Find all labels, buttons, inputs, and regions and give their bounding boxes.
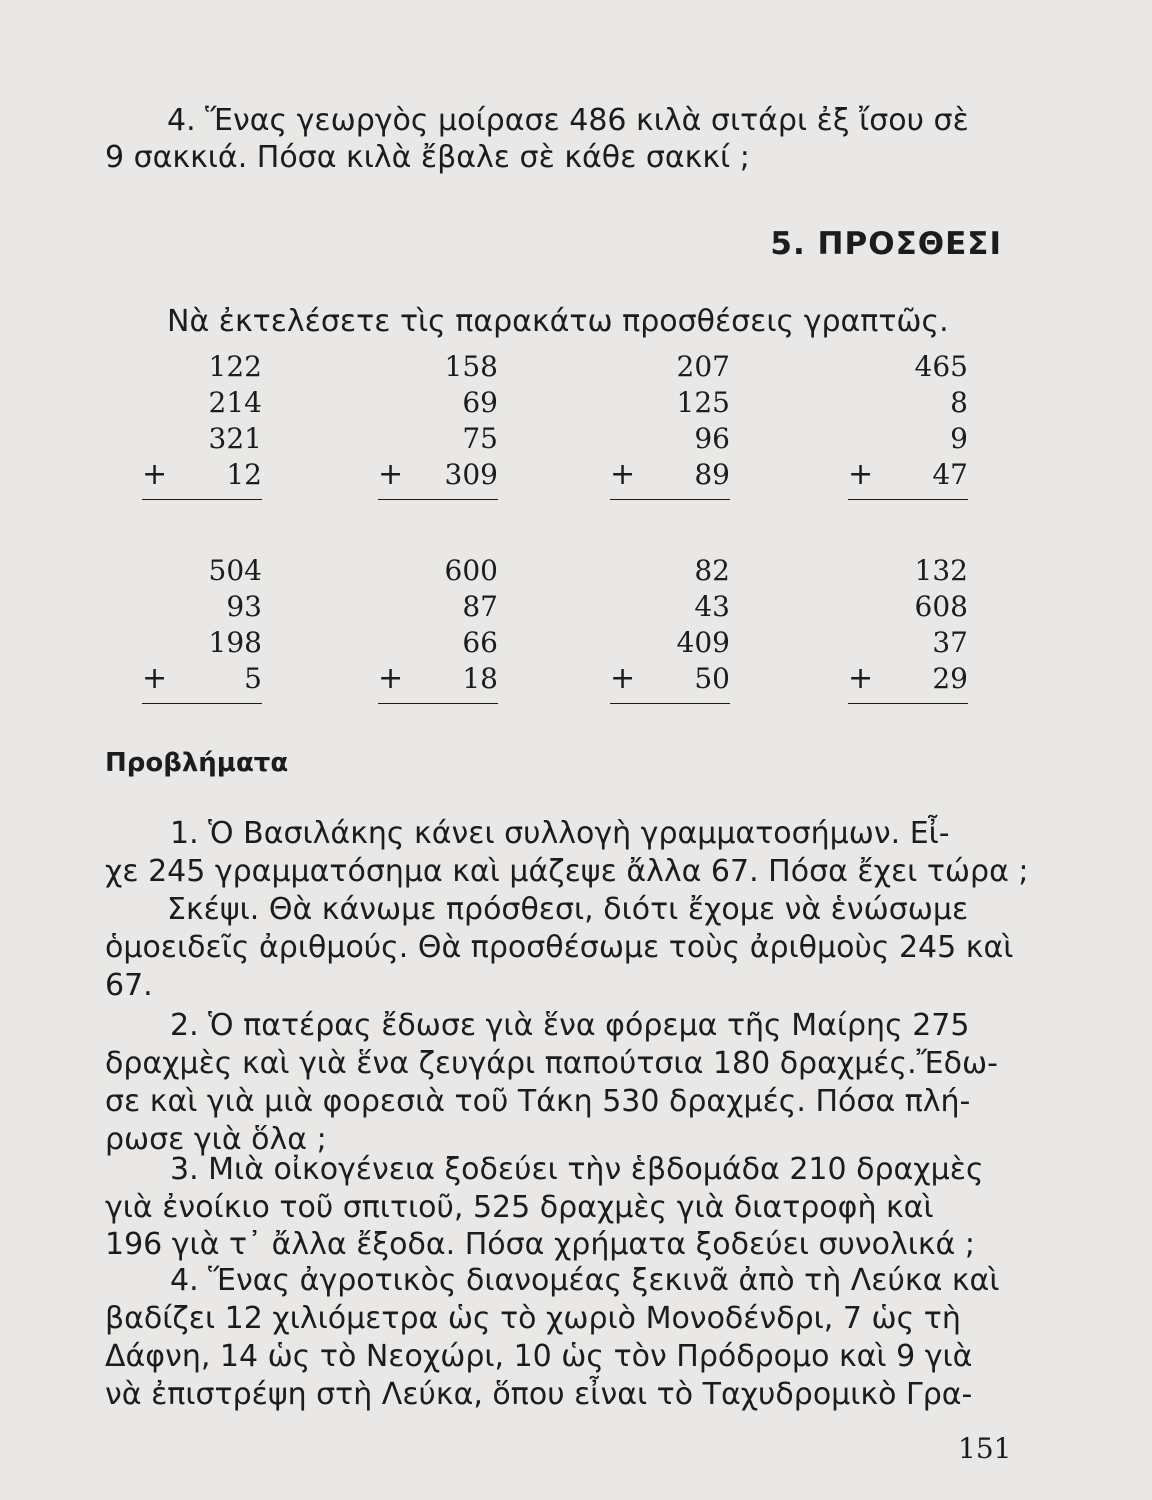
addend: 66 xyxy=(462,626,498,659)
sum-rule xyxy=(378,499,498,500)
addend: 504 xyxy=(208,554,262,587)
addend: 96 xyxy=(694,422,730,455)
addend: 93 xyxy=(226,590,262,623)
plus-sign: + xyxy=(610,661,636,696)
plus-sign: + xyxy=(848,457,874,492)
plus-sign: + xyxy=(610,457,636,492)
intro-problem-line-1: 4. Ἕνας γεωργὸς μοίρασε 486 κιλὰ σιτάρι ἐξ ἴσου σὲ xyxy=(167,103,969,138)
problem-1-line-2: χε 245 γραμματόσημα καὶ μάζεψε ἄλλα 67. Πόσα ἔχει τώρα ; xyxy=(105,854,1029,889)
problem-3-line-2: γιὰ ἐνοίκιο τοῦ σπιτιοῦ, 525 δραχμὲς γιὰ διατροφὴ καὶ xyxy=(105,1190,934,1225)
problem-3-line-3: 196 γιὰ τ᾽ ἄλλα ἔξοδα. Πόσα χρήματα ξοδεύει συνολικά ; xyxy=(105,1227,975,1262)
problem-2-line-4: ρωσε γιὰ ὅλα ; xyxy=(105,1122,327,1157)
problem-4-line-3: Δάφνη, 14 ὡς τὸ Νεοχώρι, 10 ὡς τὸν Πρόδρομο καὶ 9 γιὰ xyxy=(105,1339,973,1374)
addend: 409 xyxy=(676,626,730,659)
problem-1-line-1: 1. Ὁ Βασιλάκης κάνει συλλογὴ γραμματοσήμων. Εἶ- xyxy=(170,816,950,851)
intro-problem-line-2: 9 σακκιά. Πόσα κιλὰ ἔβαλε σὲ κάθε σακκί ; xyxy=(105,140,750,175)
problem-1-line-4: ὁμοειδεῖς ἀριθμούς. Θὰ προσθέσωμε τοὺς ἀριθμοὺς 245 καὶ xyxy=(105,930,1014,965)
page-number: 151 xyxy=(958,1432,1012,1465)
problem-4-line-4: νὰ ἐπιστρέψη στὴ Λεύκα, ὅπου εἶναι τὸ Ταχυδρομικὸ Γρα- xyxy=(105,1377,973,1412)
sum-rule xyxy=(610,499,730,500)
sum-rule xyxy=(142,499,262,500)
problem-2-line-1: 2. Ὁ πατέρας ἔδωσε γιὰ ἕνα φόρεμα τῆς Μαίρης 275 xyxy=(170,1008,970,1043)
plus-sign: + xyxy=(142,661,168,696)
sum-rule xyxy=(142,703,262,704)
last-addend: + 12 xyxy=(142,457,262,492)
addition-1 xyxy=(142,349,262,500)
plus-sign: + xyxy=(378,457,404,492)
addend: 608 xyxy=(914,590,968,623)
addend: 82 xyxy=(694,554,730,587)
addend: 9 xyxy=(950,422,968,455)
addition-7 xyxy=(610,553,730,704)
addend: 158 xyxy=(444,350,498,383)
last-addend: + 309 xyxy=(378,457,498,492)
addend: 214 xyxy=(208,386,262,419)
problem-1-line-5: 67. xyxy=(105,968,153,1003)
last-addend: + 47 xyxy=(848,457,968,492)
addition-2 xyxy=(378,349,498,500)
last-addend: + 29 xyxy=(848,661,968,696)
sum-rule xyxy=(378,703,498,704)
section-title: 5. ΠΡΟΣΘΕΣΙ xyxy=(770,226,1002,262)
addition-5 xyxy=(142,553,262,704)
addend: 207 xyxy=(676,350,730,383)
addend: 87 xyxy=(462,590,498,623)
addend: 321 xyxy=(208,422,262,455)
addend: 465 xyxy=(914,350,968,383)
problem-2-line-2: δραχμὲς καὶ γιὰ ἕνα ζευγάρι παπούτσια 180 δραχμές.Ἔδω- xyxy=(105,1046,998,1081)
sum-rule xyxy=(848,703,968,704)
problems-heading: Προβλήματα xyxy=(105,748,289,778)
addend: 69 xyxy=(462,386,498,419)
last-addend: + 18 xyxy=(378,661,498,696)
addend: 600 xyxy=(444,554,498,587)
problem-1-line-3: Σκέψι. Θὰ κάνωμε πρόσθεσι, διότι ἔχομε νὰ ἑνώσωμε xyxy=(167,892,969,927)
addend: 75 xyxy=(462,422,498,455)
addition-6 xyxy=(378,553,498,704)
sum-rule xyxy=(848,499,968,500)
last-addend: + 89 xyxy=(610,457,730,492)
addition-8 xyxy=(848,553,968,704)
plus-sign: + xyxy=(142,457,168,492)
last-addend: + 5 xyxy=(142,661,262,696)
addend: 43 xyxy=(694,590,730,623)
addition-3 xyxy=(610,349,730,500)
problem-4-line-1: 4. Ἕνας ἀγροτικὸς διανομέας ξεκινᾶ ἀπὸ τὴ Λεύκα καὶ xyxy=(170,1263,1000,1298)
plus-sign: + xyxy=(378,661,404,696)
addition-4 xyxy=(848,349,968,500)
addend: 125 xyxy=(676,386,730,419)
addend: 37 xyxy=(932,626,968,659)
addend: 8 xyxy=(950,386,968,419)
addend: 198 xyxy=(208,626,262,659)
plus-sign: + xyxy=(848,661,874,696)
problem-2-line-3: σε καὶ γιὰ μιὰ φορεσιὰ τοῦ Τάκη 530 δραχμές. Πόσα πλή- xyxy=(105,1084,971,1119)
problem-3-line-1: 3. Μιὰ οἰκογένεια ξοδεύει τὴν ἑβδομάδα 210 δραχμὲς xyxy=(170,1152,984,1187)
addend: 122 xyxy=(208,350,262,383)
addend: 132 xyxy=(914,554,968,587)
last-addend: + 50 xyxy=(610,661,730,696)
sum-rule xyxy=(610,703,730,704)
section-instruction: Νὰ ἐκτελέσετε τὶς παρακάτω προσθέσεις γραπτῶς. xyxy=(167,304,949,339)
problem-4-line-2: βαδίζει 12 χιλιόμετρα ὡς τὸ χωριὸ Μονοδένδρι, 7 ὡς τὴ xyxy=(105,1301,961,1336)
